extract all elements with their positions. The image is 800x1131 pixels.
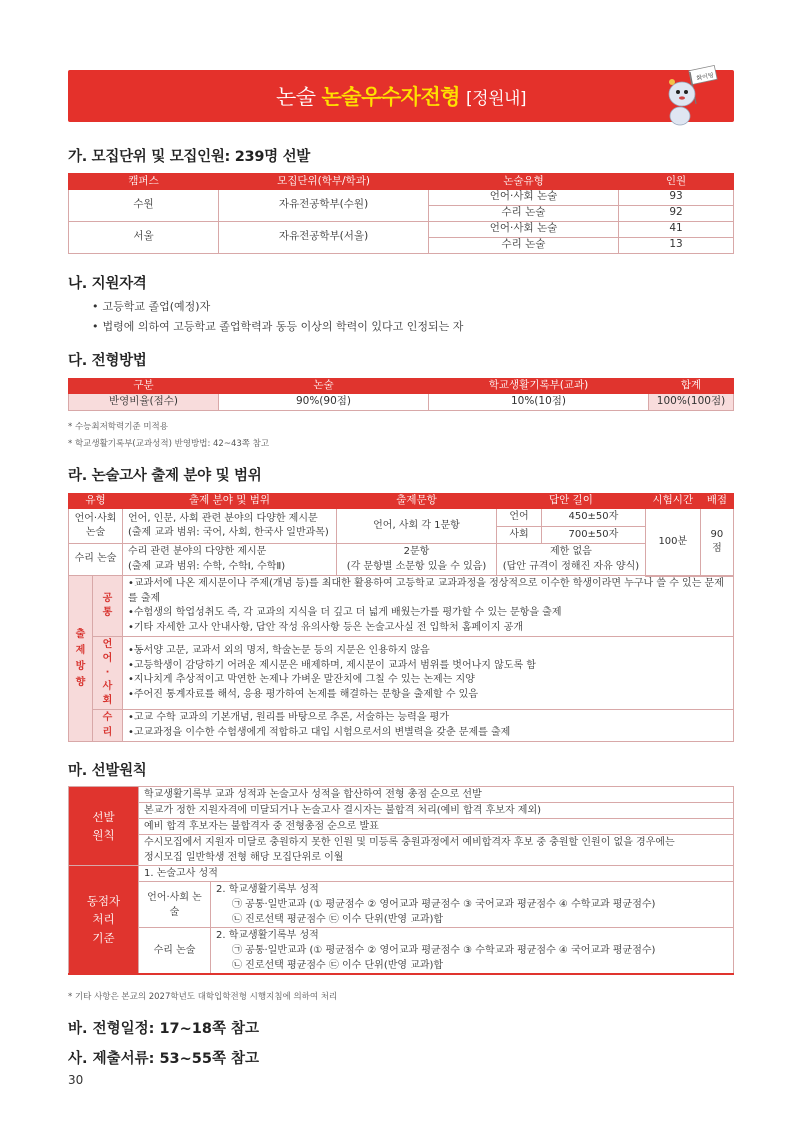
banner-title <box>68 70 734 122</box>
col-unit: 모집단위(학부/학과) <box>219 174 429 189</box>
type-cell: 언어·사회 논술 <box>429 189 619 205</box>
ratio-label: 반영비율(점수) <box>69 394 219 411</box>
tie-math-label: 수리 논술 <box>139 928 211 975</box>
math-list <box>123 710 734 742</box>
tie-lang-label: 언어·사회 논술 <box>139 882 211 928</box>
col-count: 인원 <box>619 174 734 189</box>
col-items: 출제문항 <box>337 494 497 509</box>
len-math: 제한 없음 (답안 규격이 정해진 자유 양식) <box>497 544 646 576</box>
col-essay: 논술 <box>219 379 429 394</box>
banner-program-name: 논술우수자전형 <box>321 85 461 109</box>
len-value: 700±50자 <box>542 526 646 544</box>
selection-item: 본교가 정한 지원자격에 미달되거나 논술고사 결시자는 불합격 처리(예비 합격 후보자 제외) <box>139 803 734 819</box>
lang-list <box>123 637 734 710</box>
campus-cell: 수원 <box>69 189 219 221</box>
count-cell: 41 <box>619 221 734 237</box>
len-value: 450±50자 <box>542 509 646 527</box>
exam-table <box>68 493 734 577</box>
col-total: 합계 <box>649 379 734 394</box>
selection-item: 학교생활기록부 교과 성적과 논술고사 성적을 합산하여 전형 총점 순으로 선발 <box>139 787 734 803</box>
selection-label: 선발 원칙 <box>69 787 139 866</box>
type-cell: 언어·사회 논술 <box>429 221 619 237</box>
campus-cell: 서울 <box>69 221 219 253</box>
direction-item: •동서양 고문, 교과서 외의 명저, 학술논문 등의 지문은 인용하지 않음 <box>128 645 430 656</box>
count-cell: 92 <box>619 205 734 221</box>
common-label: 공통 <box>93 576 123 637</box>
count-cell: 13 <box>619 237 734 253</box>
type-cell: 수리 논술 <box>429 205 619 221</box>
ratio-record: 10%(10점) <box>429 394 649 411</box>
tie-item: ㉠ 공통·일반교과 (① 평균점수 ② 영어교과 평균점수 ③ 국어교과 평균점수 ④ 수학교과 평균점수) <box>232 899 656 910</box>
score-value: 90점 <box>700 509 733 577</box>
eligibility-item: • 고등학교 졸업(예정)자 <box>92 298 210 314</box>
direction-item: •지나치게 추상적이고 막연한 논제나 가벼운 말잔치에 그칠 수 있는 논제는 지양 <box>128 674 475 685</box>
col-campus: 캠퍼스 <box>69 174 219 189</box>
eligibility-item: • 법령에 의하여 고등학교 졸업학력과 동등 이상의 학력이 있다고 인정되는 자 <box>92 318 463 334</box>
scope-math: 수리 관련 분야의 다양한 제시문 (출제 교과 범위: 수학, 수학Ⅰ, 수학Ⅱ) <box>123 544 337 576</box>
scope-lang: 언어, 인문, 사회 관련 분야의 다양한 제시문 (출제 교과 범위: 국어, 사회, 한국사 일반과목) <box>123 509 337 544</box>
type-lang: 언어·사회 논술 <box>69 509 123 544</box>
page-number: 30 <box>68 1073 84 1087</box>
col-type: 유형 <box>69 494 123 509</box>
section-heading-sa: 사. 제출서류: 53~55쪽 참고 <box>68 1051 260 1067</box>
method-note: * 수능최저학력기준 미적용 <box>68 422 168 432</box>
len-label: 사회 <box>497 526 542 544</box>
direction-item: •고교 수학 교과의 기본개념, 원리를 바탕으로 추론, 서술하는 능력을 평가 <box>128 712 450 723</box>
len-label: 언어 <box>497 509 542 527</box>
unit-cell: 자유전공학부(서울) <box>219 221 429 253</box>
col-record: 학교생활기록부(교과) <box>429 379 649 394</box>
banner-category: 논술 <box>275 85 316 109</box>
direction-item: •수험생의 학업성취도 즉, 각 교과의 지식을 더 깊고 더 넓게 배웠는가를 평가할 수 있는 문항을 출제 <box>128 607 562 618</box>
ratio-total: 100%(100점) <box>649 394 734 411</box>
type-cell: 수리 논술 <box>429 237 619 253</box>
direction-item: •기타 자세한 고사 안내사항, 답안 작성 유의사항 등은 논술고사실 전 입학처 홈페이지 공개 <box>128 621 523 633</box>
tie-label: 동점자 처리 기준 <box>69 866 139 975</box>
section-heading-ba: 바. 전형일정: 17~18쪽 참고 <box>68 1021 260 1037</box>
direction-item: •교과서에 나온 제시문이나 주제(개념 등)를 최대한 활용하여 고등학교 교과과정을 정상적으로 이수한 학생이라면 누구나 쓸 수 있는 문제를 출제 <box>128 578 724 604</box>
section-heading-ga: 가. 모집단위 및 모집인원: 239명 선발 <box>68 149 311 165</box>
selection-table <box>68 786 734 975</box>
direction-item: •주어진 통계자료를 해석, 응용 평가하여 논제를 해결하는 문항을 출제할 수 있음 <box>128 688 478 700</box>
mascot-icon <box>660 64 720 128</box>
time-value: 100분 <box>645 509 700 577</box>
section-heading-da: 다. 전형방법 <box>68 353 147 369</box>
recruit-table <box>68 173 734 254</box>
count-cell: 93 <box>619 189 734 205</box>
tie-first: 1. 논술고사 성적 <box>139 866 734 882</box>
title-banner <box>68 70 734 122</box>
unit-cell: 자유전공학부(수원) <box>219 189 429 221</box>
method-table <box>68 378 734 411</box>
col-time: 시험시간 <box>645 494 700 509</box>
mascot-flag-text: 화이팅 <box>695 71 715 83</box>
ratio-essay: 90%(90점) <box>219 394 429 411</box>
tie-item: ㉡ 진로선택 평균점수 ㉢ 이수 단위(반영 교과)합 <box>232 914 444 925</box>
exam-direction-table <box>68 575 734 742</box>
tie-item: ㉠ 공통·일반교과 (① 평균점수 ② 영어교과 평균점수 ③ 수학교과 평균점수 ④ 국어교과 평균점수) <box>232 945 656 956</box>
col-length: 답안 길이 <box>497 494 646 509</box>
tie-item: 2. 학교생활기록부 성적 <box>216 930 319 941</box>
direction-item: •고교과정을 이수한 수험생에게 적합하고 대입 시험으로서의 변별력을 갖춘 문제를 출제 <box>128 726 511 738</box>
section-heading-ra: 라. 논술고사 출제 분야 및 범위 <box>68 468 262 484</box>
tie-lang-list <box>211 882 734 928</box>
method-note: * 학교생활기록부(교과성적) 반영방법: 42~43쪽 참고 <box>68 439 270 449</box>
selection-item: 수시모집에서 지원자 미달로 충원하지 못한 인원 및 미등록 충원과정에서 예비합격자 후보 중 충원할 인원이 없을 경우에는 정시모집 일반학생 전형 해당 모집단위로 이월 <box>139 835 734 866</box>
direction-label: 출 제 방 향 <box>69 576 93 742</box>
col-score: 배점 <box>700 494 733 509</box>
section-heading-ma: 마. 선발원칙 <box>68 763 147 779</box>
tie-item: ㉡ 진로선택 평균점수 ㉢ 이수 단위(반영 교과)합 <box>232 960 444 971</box>
col-type: 논술유형 <box>429 174 619 189</box>
type-math: 수리 논술 <box>69 544 123 576</box>
math-label: 수리 <box>93 710 123 742</box>
direction-item: •고등학생이 감당하기 어려운 제시문은 배제하며, 제시문이 교과서 범위를 벗어나지 않도록 함 <box>128 659 536 671</box>
tie-math-list <box>211 928 734 975</box>
col-category: 구분 <box>69 379 219 394</box>
lang-label: 언어 · 사회 <box>93 637 123 710</box>
banner-quota-tag: [정원내] <box>466 88 527 109</box>
selection-item: 예비 합격 후보자는 불합격자 중 전형총점 순으로 발표 <box>139 819 734 835</box>
items-lang: 언어, 사회 각 1문항 <box>337 509 497 544</box>
col-scope: 출제 분야 및 범위 <box>123 494 337 509</box>
common-list <box>123 576 734 637</box>
items-math: 2문항 (각 문항별 소문항 있을 수 있음) <box>337 544 497 576</box>
tie-item: 2. 학교생활기록부 성적 <box>216 884 319 895</box>
selection-note: * 기타 사항은 본교의 2027학년도 대학입학전형 시행지침에 의하여 처리 <box>68 992 338 1002</box>
section-heading-na: 나. 지원자격 <box>68 276 147 292</box>
